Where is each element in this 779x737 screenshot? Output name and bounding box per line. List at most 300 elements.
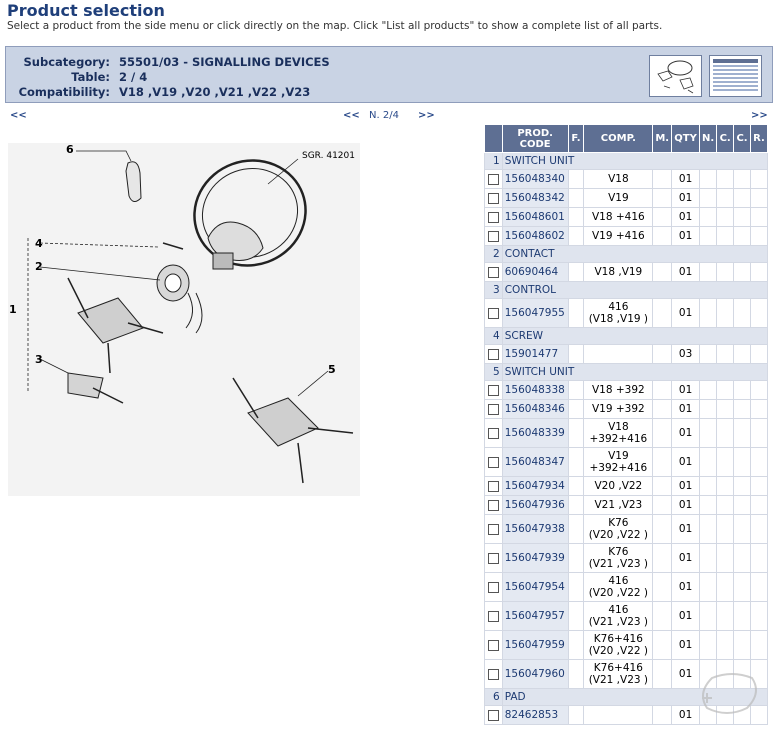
r-cell <box>750 345 767 364</box>
prod-code-link[interactable]: 156048601 <box>502 208 568 227</box>
group-row <box>485 153 768 170</box>
qty-cell: 01 <box>672 515 700 544</box>
row-checkbox-cell <box>485 660 503 689</box>
c2-cell <box>734 400 751 419</box>
subcategory-value: 55501/03 - SIGNALLING DEVICES <box>119 55 330 69</box>
n-cell <box>700 263 717 282</box>
row-checkbox-cell <box>485 706 503 725</box>
comp-cell <box>584 345 653 364</box>
f-cell <box>568 227 584 246</box>
row-checkbox[interactable] <box>488 231 499 242</box>
n-cell <box>700 227 717 246</box>
prod-code-link[interactable]: 156048340 <box>502 170 568 189</box>
m-cell <box>653 345 672 364</box>
header-comp: COMP. <box>584 125 653 153</box>
list-thumbnail[interactable] <box>709 55 762 97</box>
qty-cell: 01 <box>672 400 700 419</box>
comp-cell <box>584 381 653 400</box>
callout-1[interactable]: 1 <box>9 303 17 316</box>
c1-cell <box>717 419 734 448</box>
n-cell <box>700 602 717 631</box>
comp-cell <box>584 573 653 602</box>
comp-cell <box>584 299 653 328</box>
c1-cell <box>717 544 734 573</box>
c1-cell <box>717 208 734 227</box>
m-cell <box>653 515 672 544</box>
callout-3[interactable]: 3 <box>35 353 43 366</box>
prod-code-link[interactable]: 156047939 <box>502 544 568 573</box>
row-checkbox-cell <box>485 602 503 631</box>
comp-cell <box>584 496 653 515</box>
nav-prev-link[interactable]: << <box>343 110 360 121</box>
row-checkbox-cell <box>485 496 503 515</box>
table-row <box>485 400 768 419</box>
qty-cell: 01 <box>672 573 700 602</box>
group-number: 3 <box>485 282 503 299</box>
row-checkbox-cell <box>485 170 503 189</box>
row-checkbox[interactable] <box>488 349 499 360</box>
c2-cell <box>734 477 751 496</box>
f-cell <box>568 299 584 328</box>
comp-line-1: V19 +416 <box>591 230 645 242</box>
prod-code-link[interactable]: 156048342 <box>502 189 568 208</box>
group-label[interactable]: SWITCH UNIT <box>502 364 767 381</box>
f-cell <box>568 170 584 189</box>
n-cell <box>700 419 717 448</box>
r-cell <box>750 263 767 282</box>
callout-2[interactable]: 2 <box>35 260 43 273</box>
row-checkbox[interactable] <box>488 553 499 564</box>
c1-cell <box>717 381 734 400</box>
f-cell <box>568 400 584 419</box>
f-cell <box>568 477 584 496</box>
comp-cell <box>584 227 653 246</box>
m-cell <box>653 631 672 660</box>
comp-line-1: K76+416 <box>593 633 643 645</box>
r-cell <box>750 496 767 515</box>
parts-table-body <box>485 153 768 725</box>
nav-next-link[interactable]: >> <box>418 110 435 121</box>
n-cell <box>700 477 717 496</box>
row-checkbox[interactable] <box>488 457 499 468</box>
row-checkbox-cell <box>485 299 503 328</box>
group-label[interactable]: SCREW <box>502 328 767 345</box>
row-checkbox[interactable] <box>488 404 499 415</box>
n-cell <box>700 400 717 419</box>
page-instructions: Select a product from the side menu or click directly on the map. Click "List all products" to show a complete list of all parts. <box>7 20 663 32</box>
comp-line-1: K76+416 <box>593 662 643 674</box>
header-n: N. <box>700 125 717 153</box>
header-f: F. <box>568 125 584 153</box>
qty-cell: 01 <box>672 170 700 189</box>
prod-code-link[interactable]: 156047954 <box>502 573 568 602</box>
n-cell <box>700 631 717 660</box>
comp-cell <box>584 448 653 477</box>
table-row <box>485 170 768 189</box>
comp-cell <box>584 263 653 282</box>
f-cell <box>568 660 584 689</box>
nav-page-indicator: N. 2/4 <box>369 110 399 121</box>
group-row <box>485 364 768 381</box>
row-checkbox-cell <box>485 263 503 282</box>
r-cell <box>750 477 767 496</box>
c1-cell <box>717 573 734 602</box>
comp-line-1: 416 <box>608 575 629 587</box>
row-checkbox[interactable] <box>488 385 499 396</box>
m-cell <box>653 448 672 477</box>
qty-cell: 01 <box>672 660 700 689</box>
prod-code-link[interactable]: 156047934 <box>502 477 568 496</box>
f-cell <box>568 381 584 400</box>
m-cell <box>653 208 672 227</box>
c1-cell <box>717 515 734 544</box>
comp-cell <box>584 189 653 208</box>
c2-cell <box>734 544 751 573</box>
row-checkbox[interactable] <box>488 669 499 680</box>
qty-cell: 01 <box>672 419 700 448</box>
c1-cell <box>717 496 734 515</box>
n-cell <box>700 208 717 227</box>
info-panel <box>5 46 773 103</box>
n-cell <box>700 573 717 602</box>
header-prod-code[interactable]: PROD. CODE <box>502 125 568 153</box>
comp-cell <box>584 631 653 660</box>
c2-cell <box>734 227 751 246</box>
row-checkbox[interactable] <box>488 500 499 511</box>
comp-line-2: +392+416 <box>589 462 648 474</box>
comp-line-1: V18 ,V19 <box>594 266 643 278</box>
m-cell <box>653 706 672 725</box>
group-label[interactable]: SWITCH UNIT <box>502 153 767 170</box>
r-cell <box>750 515 767 544</box>
n-cell <box>700 345 717 364</box>
compatibility-value: V18 ,V19 ,V20 ,V21 ,V22 ,V23 <box>119 85 311 99</box>
row-checkbox-cell <box>485 189 503 208</box>
callout-4[interactable]: 4 <box>35 237 43 250</box>
table-value: 2 / 4 <box>119 70 148 84</box>
table-row <box>485 227 768 246</box>
comp-line-2: (V20 ,V22 ) <box>588 529 648 541</box>
comp-cell <box>584 706 653 725</box>
row-checkbox-cell <box>485 573 503 602</box>
r-cell <box>750 631 767 660</box>
watermark-logo <box>672 668 772 728</box>
row-checkbox[interactable] <box>488 174 499 185</box>
r-cell <box>750 448 767 477</box>
prod-code-link[interactable]: 156048346 <box>502 400 568 419</box>
c1-cell <box>717 631 734 660</box>
f-cell <box>568 496 584 515</box>
c2-cell <box>734 208 751 227</box>
comp-line-1: 416 <box>608 604 629 616</box>
row-checkbox[interactable] <box>488 193 499 204</box>
r-cell <box>750 208 767 227</box>
n-cell <box>700 381 717 400</box>
c1-cell <box>717 227 734 246</box>
nav-first-link[interactable]: << <box>10 110 27 121</box>
c2-cell <box>734 448 751 477</box>
table-row <box>485 189 768 208</box>
row-checkbox[interactable] <box>488 428 499 439</box>
qty-cell: 01 <box>672 602 700 631</box>
prod-code-link[interactable]: 156047936 <box>502 496 568 515</box>
r-cell <box>750 189 767 208</box>
group-number: 6 <box>485 689 503 706</box>
m-cell <box>653 189 672 208</box>
comp-cell <box>584 515 653 544</box>
row-checkbox-cell <box>485 208 503 227</box>
comp-line-1: V19 +392 <box>591 403 645 415</box>
comp-line-2: (V18 ,V19 ) <box>588 313 648 325</box>
row-checkbox-cell <box>485 381 503 400</box>
table-row <box>485 515 768 544</box>
comp-line-1: 416 <box>608 301 629 313</box>
c2-cell <box>734 345 751 364</box>
c1-cell <box>717 263 734 282</box>
qty-cell: 03 <box>672 345 700 364</box>
table-row <box>485 299 768 328</box>
f-cell <box>568 706 584 725</box>
header-c2: C. <box>734 125 751 153</box>
qty-cell: 01 <box>672 189 700 208</box>
group-number: 1 <box>485 153 503 170</box>
table-row <box>485 477 768 496</box>
f-cell <box>568 631 584 660</box>
group-number: 5 <box>485 364 503 381</box>
c2-cell <box>734 631 751 660</box>
m-cell <box>653 419 672 448</box>
comp-line-2: (V21 ,V23 ) <box>588 558 648 570</box>
row-checkbox[interactable] <box>488 640 499 651</box>
r-cell <box>750 400 767 419</box>
page-title: Product selection <box>7 1 165 20</box>
nav-last-link[interactable]: >> <box>751 110 768 121</box>
c2-cell <box>734 496 751 515</box>
f-cell <box>568 448 584 477</box>
n-cell <box>700 299 717 328</box>
qty-cell: 01 <box>672 544 700 573</box>
group-row <box>485 282 768 299</box>
f-cell <box>568 419 584 448</box>
prod-code-link[interactable]: 156047957 <box>502 602 568 631</box>
prod-code-link[interactable]: 156048602 <box>502 227 568 246</box>
r-cell <box>750 227 767 246</box>
r-cell <box>750 602 767 631</box>
row-checkbox-cell <box>485 515 503 544</box>
group-label[interactable]: CONTROL <box>502 282 767 299</box>
m-cell <box>653 602 672 631</box>
row-checkbox-cell <box>485 419 503 448</box>
compatibility-label: Compatibility: <box>18 85 110 99</box>
table-row <box>485 602 768 631</box>
c2-cell <box>734 170 751 189</box>
c2-cell <box>734 602 751 631</box>
prod-code-link[interactable]: 156048347 <box>502 448 568 477</box>
callout-6[interactable]: 6 <box>66 143 74 156</box>
c2-cell <box>734 515 751 544</box>
qty-cell: 01 <box>672 631 700 660</box>
subcategory-label: Subcategory: <box>23 55 110 69</box>
row-checkbox-cell <box>485 448 503 477</box>
m-cell <box>653 496 672 515</box>
n-cell <box>700 544 717 573</box>
c1-cell <box>717 345 734 364</box>
comp-cell <box>584 419 653 448</box>
comp-line-2: (V21 ,V23 ) <box>588 616 648 628</box>
c2-cell <box>734 189 751 208</box>
prod-code-link[interactable]: 156047938 <box>502 515 568 544</box>
m-cell <box>653 477 672 496</box>
prod-code-link[interactable]: 156048338 <box>502 381 568 400</box>
qty-cell: 01 <box>672 208 700 227</box>
m-cell <box>653 660 672 689</box>
m-cell <box>653 299 672 328</box>
qty-cell: 01 <box>672 227 700 246</box>
m-cell <box>653 227 672 246</box>
m-cell <box>653 544 672 573</box>
row-checkbox[interactable] <box>488 524 499 535</box>
diagram-reference: SGR. 41201 <box>302 151 355 161</box>
prod-code-link[interactable]: 82462853 <box>502 706 568 725</box>
m-cell <box>653 381 672 400</box>
comp-line-1: V18 <box>608 421 629 433</box>
r-cell <box>750 170 767 189</box>
comp-line-1: V20 ,V22 <box>594 480 643 492</box>
table-label: Table: <box>71 70 110 84</box>
header-c1: C. <box>717 125 734 153</box>
qty-cell: 01 <box>672 496 700 515</box>
comp-line-2: (V20 ,V22 ) <box>588 645 648 657</box>
f-cell <box>568 189 584 208</box>
comp-line-2: (V21 ,V23 ) <box>588 674 648 686</box>
header-m: M. <box>653 125 672 153</box>
comp-line-2: +392+416 <box>589 433 648 445</box>
n-cell <box>700 515 717 544</box>
prod-code-link[interactable]: 156047955 <box>502 299 568 328</box>
table-row <box>485 496 768 515</box>
header-checkbox <box>485 125 503 153</box>
r-cell <box>750 419 767 448</box>
r-cell <box>750 299 767 328</box>
f-cell <box>568 602 584 631</box>
row-checkbox[interactable] <box>488 308 499 319</box>
parts-table-header <box>485 125 768 153</box>
table-row <box>485 419 768 448</box>
prod-code-link[interactable]: 156048339 <box>502 419 568 448</box>
r-cell <box>750 573 767 602</box>
c2-cell <box>734 419 751 448</box>
c1-cell <box>717 448 734 477</box>
f-cell <box>568 345 584 364</box>
c1-cell <box>717 189 734 208</box>
row-checkbox-cell <box>485 544 503 573</box>
row-checkbox-cell <box>485 631 503 660</box>
comp-cell <box>584 170 653 189</box>
m-cell <box>653 170 672 189</box>
qty-cell: 01 <box>672 706 700 725</box>
group-label[interactable]: PAD <box>502 689 767 706</box>
table-row <box>485 208 768 227</box>
c1-cell <box>717 170 734 189</box>
r-cell <box>750 381 767 400</box>
f-cell <box>568 515 584 544</box>
row-checkbox[interactable] <box>488 611 499 622</box>
group-label[interactable]: CONTACT <box>502 246 767 263</box>
comp-cell <box>584 208 653 227</box>
comp-cell <box>584 544 653 573</box>
n-cell <box>700 189 717 208</box>
comp-line-2: (V20 ,V22 ) <box>588 587 648 599</box>
group-row <box>485 246 768 263</box>
prod-code-link[interactable]: 156047960 <box>502 660 568 689</box>
qty-cell: 01 <box>672 448 700 477</box>
c2-cell <box>734 263 751 282</box>
header-r: R. <box>750 125 767 153</box>
c2-cell <box>734 299 751 328</box>
prod-code-link[interactable]: 156047959 <box>502 631 568 660</box>
f-cell <box>568 263 584 282</box>
m-cell <box>653 400 672 419</box>
qty-cell: 01 <box>672 381 700 400</box>
n-cell <box>700 496 717 515</box>
group-number: 2 <box>485 246 503 263</box>
group-row <box>485 328 768 345</box>
comp-cell <box>584 602 653 631</box>
c2-cell <box>734 381 751 400</box>
group-number: 4 <box>485 328 503 345</box>
row-checkbox[interactable] <box>488 582 499 593</box>
m-cell <box>653 573 672 602</box>
table-row <box>485 631 768 660</box>
prod-code-link[interactable]: 60690464 <box>502 263 568 282</box>
r-cell <box>750 544 767 573</box>
callout-5[interactable]: 5 <box>328 363 336 376</box>
c2-cell <box>734 573 751 602</box>
qty-cell: 01 <box>672 477 700 496</box>
comp-cell <box>584 400 653 419</box>
n-cell <box>700 170 717 189</box>
qty-cell: 01 <box>672 299 700 328</box>
comp-line-1: V18 +392 <box>591 384 645 396</box>
comp-cell <box>584 660 653 689</box>
f-cell <box>568 208 584 227</box>
row-checkbox[interactable] <box>488 481 499 492</box>
comp-line-1: V19 <box>608 192 629 204</box>
diagram-thumbnail[interactable] <box>649 55 702 97</box>
c1-cell <box>717 400 734 419</box>
comp-line-1: K76 <box>608 546 629 558</box>
row-checkbox[interactable] <box>488 212 499 223</box>
comp-line-1: V21 ,V23 <box>594 499 643 511</box>
comp-cell <box>584 477 653 496</box>
row-checkbox[interactable] <box>488 710 499 721</box>
comp-line-1: V18 <box>608 173 629 185</box>
row-checkbox-cell <box>485 345 503 364</box>
row-checkbox[interactable] <box>488 267 499 278</box>
c1-cell <box>717 299 734 328</box>
comp-line-1: K76 <box>608 517 629 529</box>
c1-cell <box>717 602 734 631</box>
header-qty: QTY <box>672 125 700 153</box>
prod-code-link[interactable]: 15901477 <box>502 345 568 364</box>
table-row <box>485 345 768 364</box>
exploded-diagram[interactable] <box>8 143 360 496</box>
row-checkbox-cell <box>485 400 503 419</box>
comp-line-1: V18 +416 <box>591 211 645 223</box>
row-checkbox-cell <box>485 227 503 246</box>
m-cell <box>653 263 672 282</box>
parts-table <box>484 124 768 725</box>
